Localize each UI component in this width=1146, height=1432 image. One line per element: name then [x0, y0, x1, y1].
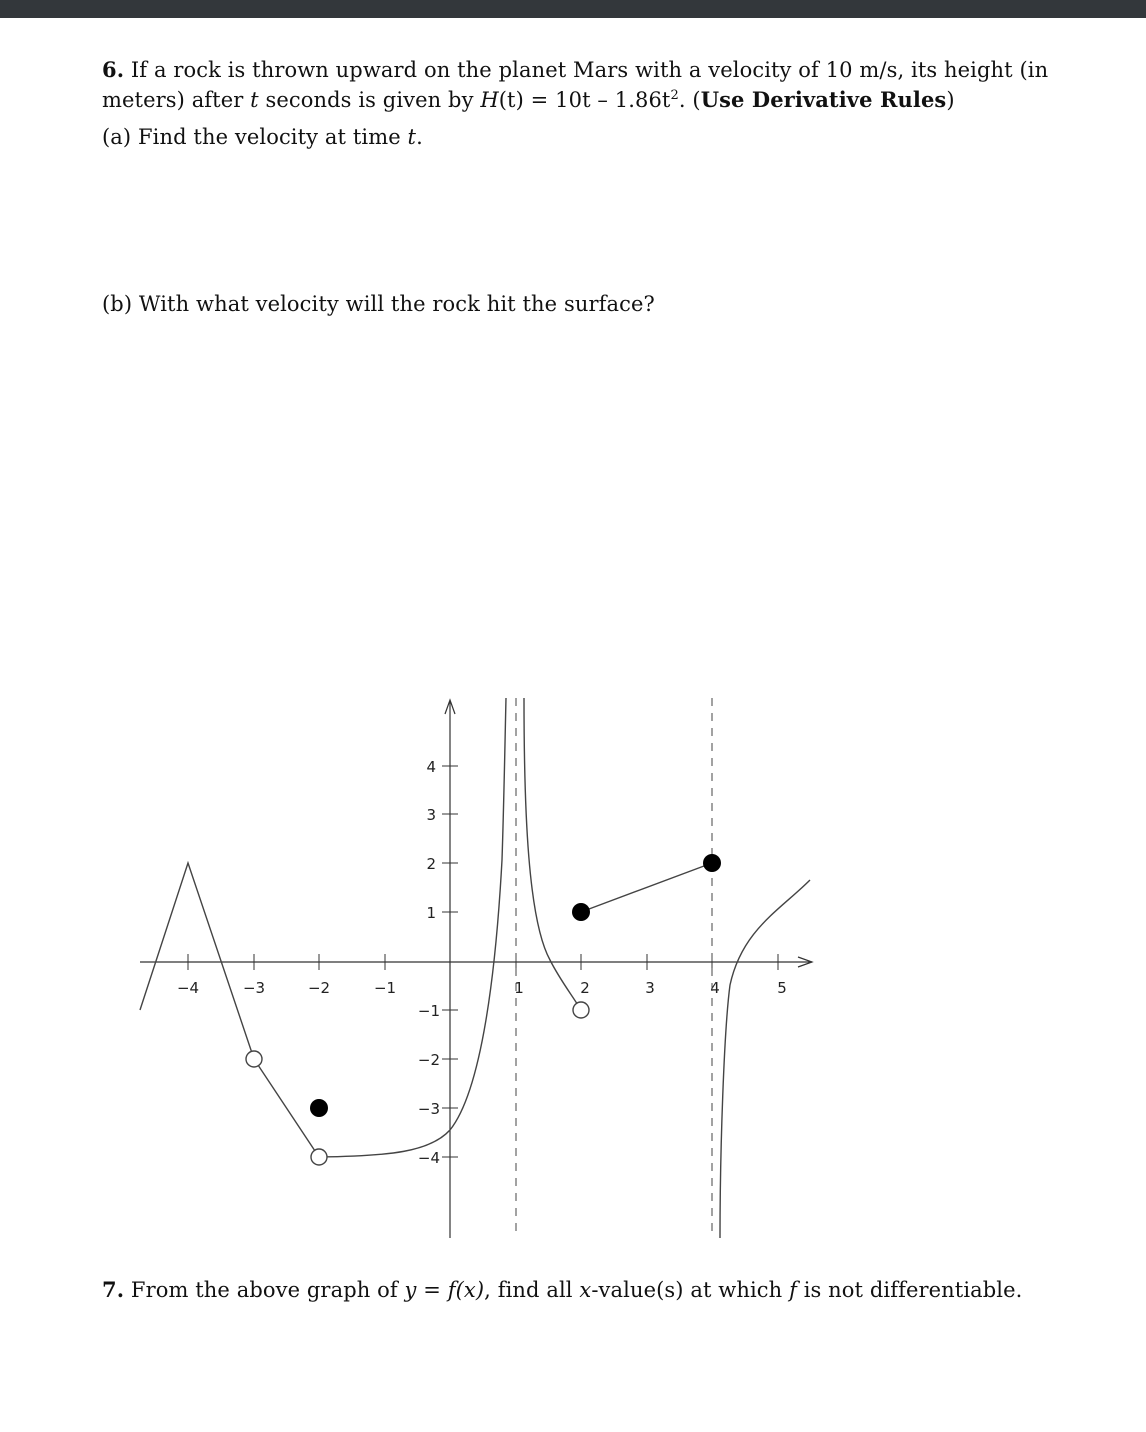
- y-tick-label: −2: [417, 1051, 440, 1069]
- axes: [140, 700, 812, 1238]
- curve-peak-segment: [140, 863, 254, 1059]
- x-tick-label: −4: [176, 979, 200, 997]
- y-tick-label: −4: [417, 1149, 440, 1167]
- open-point: [573, 1002, 589, 1018]
- y-tick-label: 1: [426, 904, 436, 922]
- problem-6-statement: 6. If a rock is thrown upward on the planet Mars with a velocity of 10 m/s, its height (in meters) after t seconds is given by $H(t) = 10t - 1.86t^2$. (Use Derivative Rules): [102, 57, 1049, 112]
- y-tick-label: 4: [426, 758, 436, 776]
- problem-6-part-b: (b) With what velocity will the rock hit the surface?: [102, 292, 655, 316]
- function-curve: [140, 698, 810, 1238]
- problem-7-statement: 7. From the above graph of y = f(x), find all x-value(s) at which f is not differentiable.: [102, 1277, 1023, 1302]
- closed-point: [703, 854, 721, 872]
- curve-left-of-asymptote-1: [319, 698, 506, 1157]
- x-tick-label: 4: [710, 979, 720, 997]
- x-tick-label: −1: [373, 979, 397, 997]
- curve-descent-segment: [254, 1059, 319, 1157]
- x-tick-label: 5: [777, 979, 787, 997]
- problem-6-part-a: (a) Find the velocity at time t.: [102, 125, 423, 149]
- top-bar: [0, 0, 1146, 18]
- function-graph: [130, 690, 830, 1250]
- open-point: [311, 1149, 327, 1165]
- x-tick-label: 3: [645, 979, 655, 997]
- y-tick-label: 2: [426, 855, 436, 873]
- x-tick-label: −3: [242, 979, 266, 997]
- y-tick-label: 3: [426, 806, 436, 824]
- y-tick-label: −3: [417, 1100, 440, 1118]
- closed-point: [572, 903, 590, 921]
- curve-right-of-asymptote-4: [720, 880, 810, 1238]
- closed-point: [310, 1099, 328, 1117]
- open-point: [246, 1051, 262, 1067]
- curve-right-of-asymptote-1: [524, 698, 581, 1010]
- y-tick-label: −1: [417, 1002, 440, 1020]
- x-tick-label: −2: [307, 979, 331, 997]
- x-tick-label: 2: [580, 979, 590, 997]
- curve-line-segment: [581, 863, 712, 912]
- x-tick-label: 1: [514, 979, 524, 997]
